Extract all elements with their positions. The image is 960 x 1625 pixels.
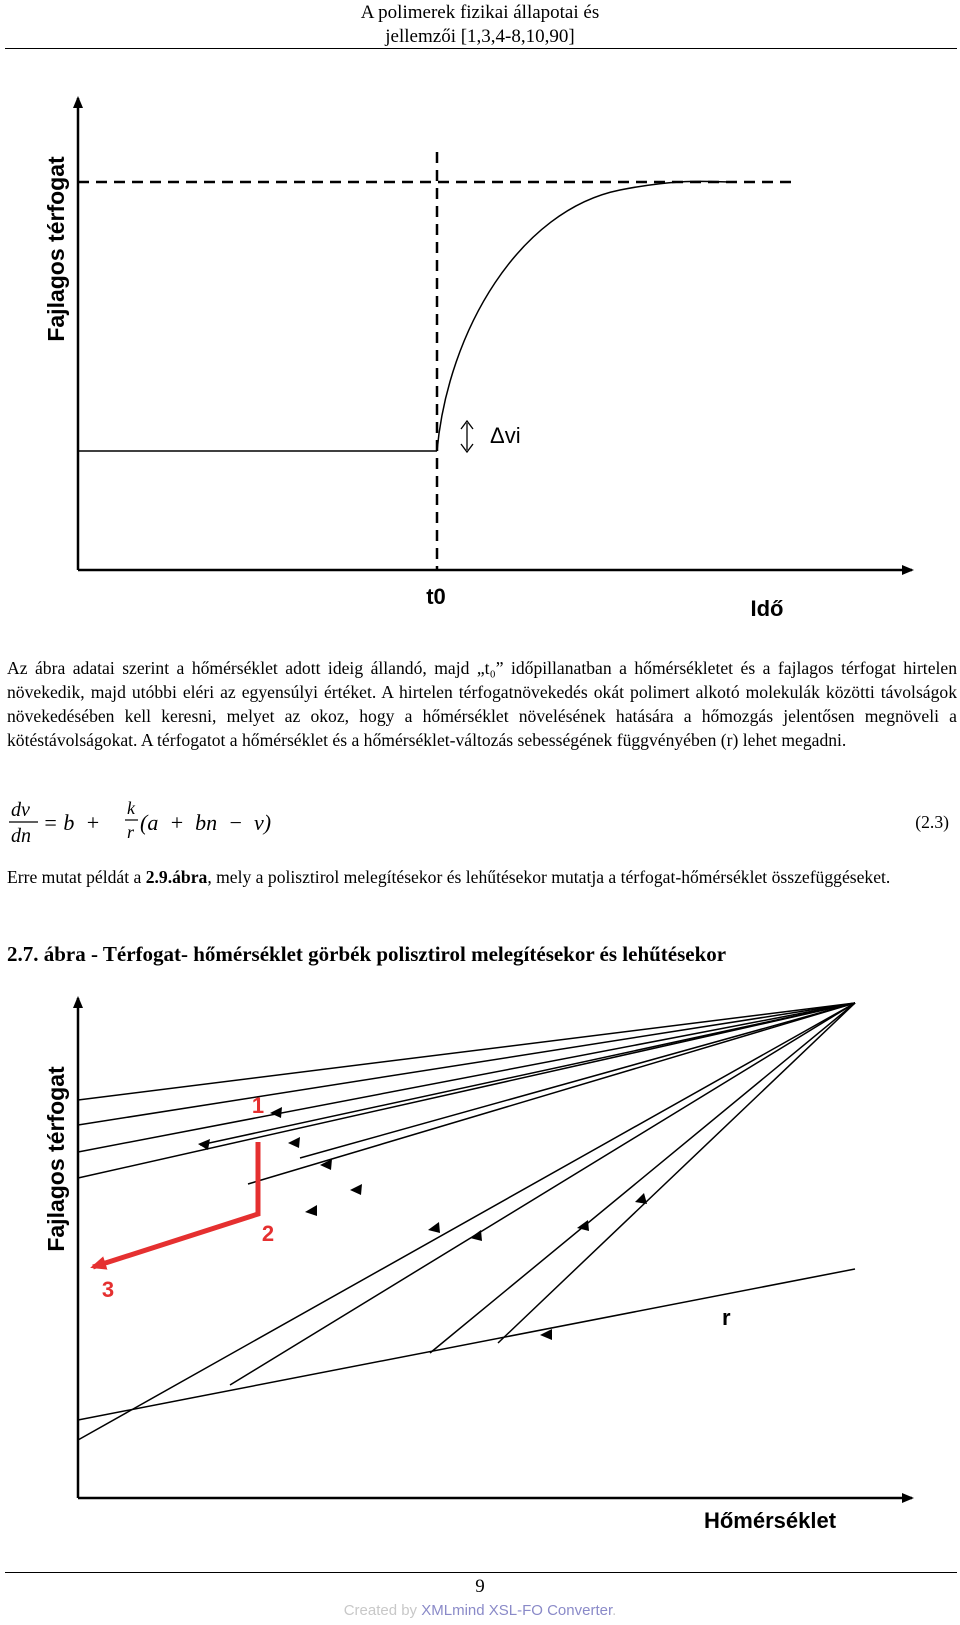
header-title-line2: jellemzői [1,3,4-8,10,90] [385, 26, 575, 47]
x-axis-label: Idő [750, 596, 784, 621]
converter-credit [0, 1602, 960, 1619]
body-paragraph: Az ábra adatai szerint a hőmérséklet adott ideig állandó, majd „t₀” időpillanatban a hőmérsékletet és a fajlagos térfogat hirtelen növekedik, majd utóbbi eléri az egyensúlyi értéket. A hirtelen térfogatnövekedés okát polimert alkotó molekulák közötti távolságok növekedésében kell keresni, melyet az okoz, hogy a hőmérséklet növelésének hatására a hőmozgás jelentősen megnöveli a kötéstávolságokat. A térfogatot a hőmérséklet és a hőmérséklet-változás sebességének függvényében (r) lehet megadni. [7, 658, 957, 750]
page-header [0, 0, 960, 49]
y-axis-label: Fajlagos térfogat [43, 156, 69, 342]
eq-b: = b + [43, 810, 101, 835]
cooling-lines [78, 1003, 855, 1440]
red-path [93, 1093, 274, 1302]
page-number: 9 [475, 1576, 485, 1597]
equation-2-3 [5, 796, 957, 848]
t0-label: t0 [426, 584, 446, 609]
red-label-2: 2 [261, 1221, 275, 1246]
red-label-3: 3 [101, 1277, 115, 1302]
credit-suffix: . [612, 1602, 617, 1619]
r-label: r [722, 1305, 731, 1330]
equation-formula [5, 796, 325, 848]
ref-text-after: , mely a polisztirol melegítésekor és lehűtésekor mutatja a térfogat-hőmérséklet összefüggéseket. [207, 867, 891, 887]
red-label-1: 1 [251, 1093, 265, 1118]
y-axis-label: Fajlagos térfogat [43, 1066, 69, 1252]
figure-link[interactable]: 2.9.ábra [145, 867, 208, 887]
eq-rhs: (a + bn − v) [140, 810, 272, 835]
figure-volume-time [0, 85, 960, 625]
eq-lhs-num: dv [11, 799, 30, 821]
credit-brand-link[interactable]: XMLmind XSL-FO Converter [421, 1602, 613, 1619]
figure-caption: 2.7. ábra - Térfogat- hőmérséklet görbék polisztirol melegítésekor és lehűtésekor [7, 942, 727, 966]
header-title-line1: A polimerek fizikai állapotai és [360, 2, 600, 23]
credit-prefix: Created by [343, 1602, 422, 1619]
equation-number: (2.3) [915, 812, 949, 832]
delta-label: Δvi [490, 423, 521, 448]
figure-volume-temperature [0, 985, 960, 1545]
eq-frac-den: r [127, 822, 135, 842]
volume-curve [437, 181, 735, 451]
ref-text-before: Erre mutat példát a [7, 867, 146, 887]
figure-reference-paragraph [7, 865, 957, 889]
footer-divider [5, 1572, 957, 1573]
fan-upper-lines [78, 1003, 855, 1158]
eq-lhs-den: dn [11, 825, 31, 847]
eq-frac-num: k [127, 798, 135, 818]
header-divider [5, 48, 957, 49]
x-axis-label: Hőmérséklet [703, 1508, 837, 1533]
r-line [78, 1269, 855, 1420]
